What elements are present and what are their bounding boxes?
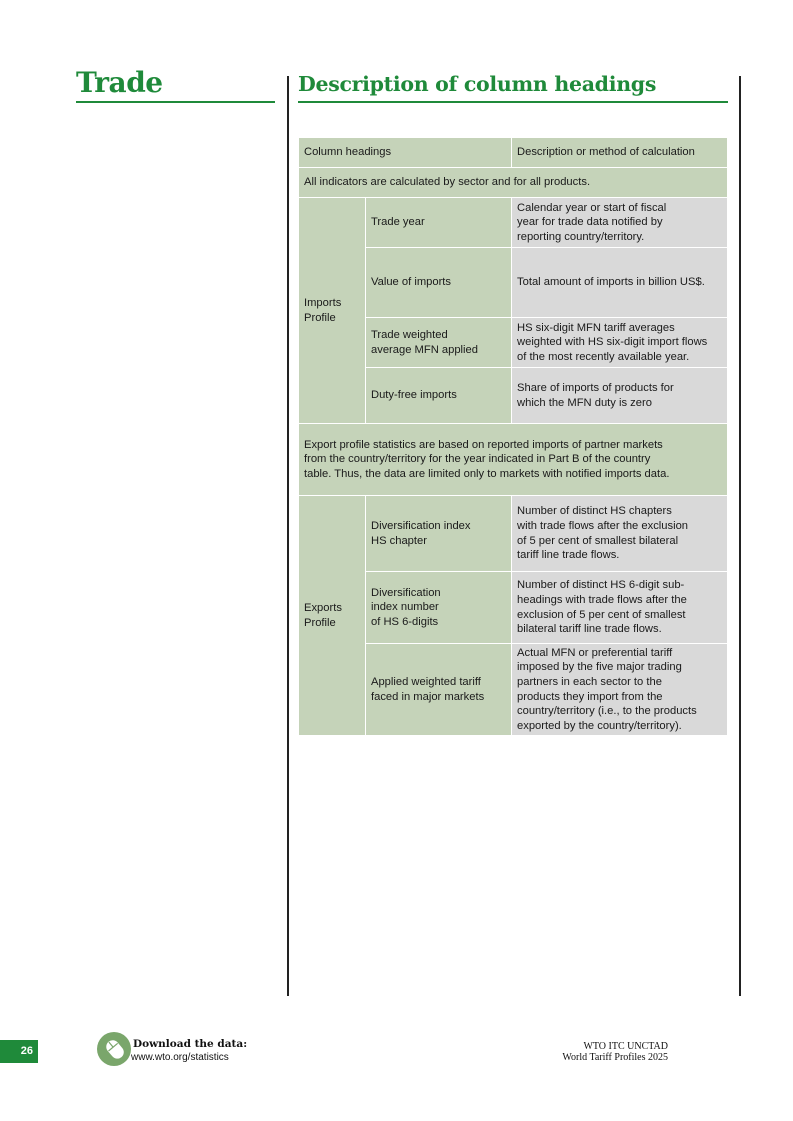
note-export-profile: Export profile statistics are based on reported imports of partner markets from the country/territory for the year indicated in Part B of the country table. Thus, the data are limited only to markets with notified imports data. xyxy=(299,424,728,496)
row-heading: Diversification index number of HS 6-digits xyxy=(366,572,512,644)
table-header-row xyxy=(299,138,728,168)
table-note-row xyxy=(299,168,728,198)
header-description: Description or method of calculation xyxy=(512,138,728,168)
row-description: Number of distinct HS chapters with trade flows after the exclusion of 5 per cent of smallest bilateral tariff line trade flows. xyxy=(512,496,728,572)
row-heading: Applied weighted tariff faced in major markets xyxy=(366,644,512,736)
row-heading: Trade weighted average MFN applied xyxy=(366,318,512,368)
imports-profile-label: Imports Profile xyxy=(299,198,366,424)
row-heading: Diversification index HS chapter xyxy=(366,496,512,572)
table-note-row xyxy=(299,424,728,496)
publisher-line: WTO ITC UNCTAD xyxy=(583,1041,668,1052)
row-description: HS six-digit MFN tariff averages weighted with HS six-digit import flows of the most recently available year. xyxy=(512,318,728,368)
row-description: Calendar year or start of fiscal year for trade data notified by reporting country/territory. xyxy=(512,198,728,248)
download-link[interactable]: www.wto.org/statistics xyxy=(131,1052,229,1063)
right-page-border xyxy=(739,76,741,996)
left-title-underline xyxy=(76,101,275,103)
row-heading: Duty-free imports xyxy=(366,368,512,424)
table-row xyxy=(299,496,728,572)
publication-title: World Tariff Profiles 2025 xyxy=(562,1052,668,1063)
download-mouse-icon[interactable] xyxy=(96,1031,132,1067)
header-column-headings: Column headings xyxy=(299,138,512,168)
section-title-trade: Trade xyxy=(76,66,163,99)
row-description: Number of distinct HS 6-digit sub- headings with trade flows after the exclusion of 5 per cent of smallest bilateral tariff line trade flows. xyxy=(512,572,728,644)
exports-profile-label: Exports Profile xyxy=(299,496,366,736)
row-description: Actual MFN or preferential tariff imposed by the five major trading partners in each sector to the products they import from the country/territory (i.e., to the products exported by the country/territory). xyxy=(512,644,728,736)
row-description: Share of imports of products for which the MFN duty is zero xyxy=(512,368,728,424)
column-headings-table xyxy=(298,137,728,736)
column-divider xyxy=(287,76,289,996)
table-row xyxy=(299,198,728,248)
row-heading: Value of imports xyxy=(366,248,512,318)
download-title: Download the data: xyxy=(133,1038,248,1050)
row-heading: Trade year xyxy=(366,198,512,248)
page-title: Description of column headings xyxy=(298,72,657,96)
row-description: Total amount of imports in billion US$. xyxy=(512,248,728,318)
page-number: 26 xyxy=(0,1040,38,1063)
page-title-underline xyxy=(298,101,728,103)
note-all-indicators: All indicators are calculated by sector and for all products. xyxy=(299,168,728,198)
